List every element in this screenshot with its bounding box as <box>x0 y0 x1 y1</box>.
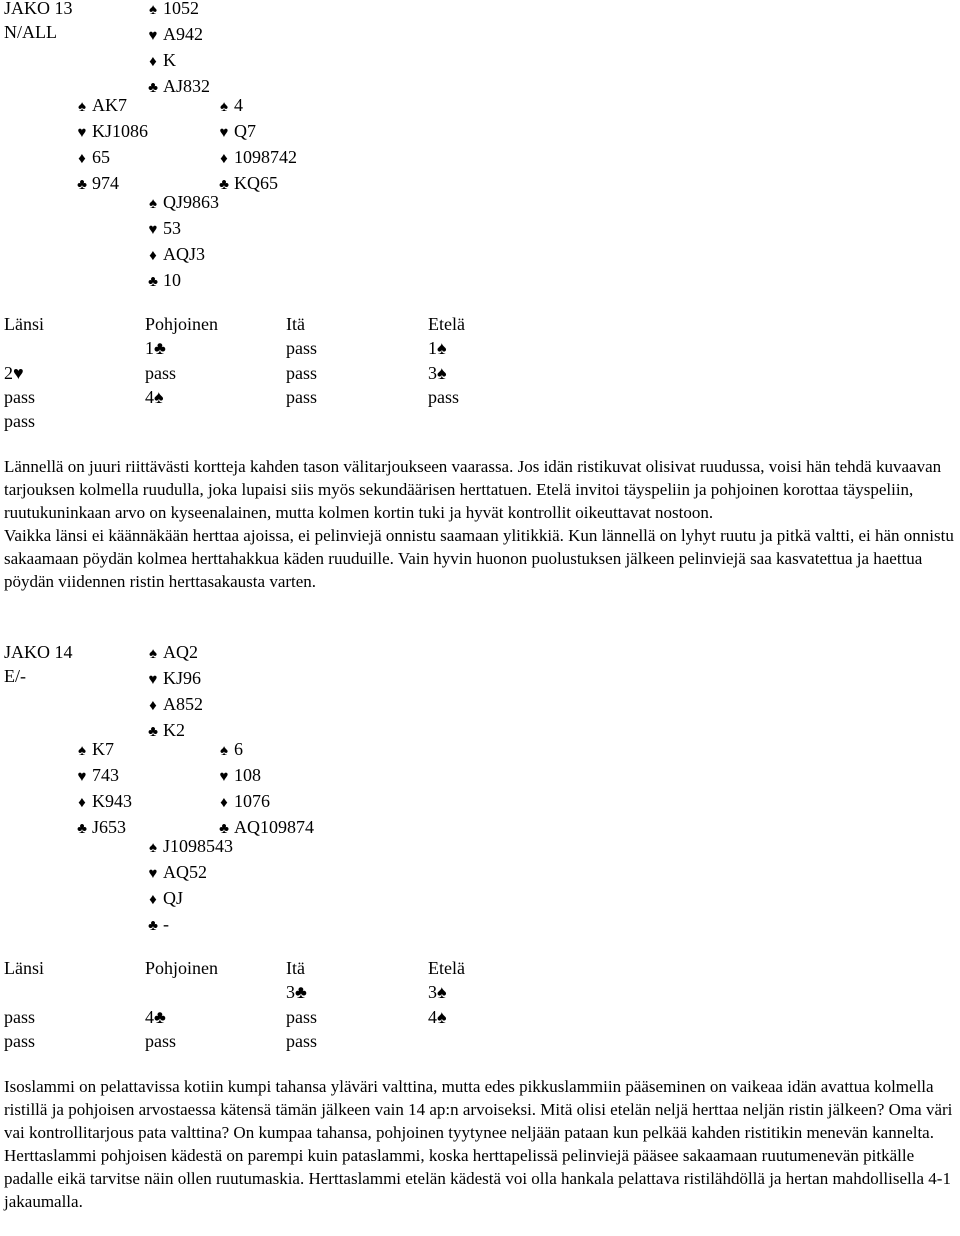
diamond-icon: ♦ <box>149 248 157 264</box>
bid: pass <box>286 338 317 358</box>
bidding-header-south: Etelä <box>428 314 465 334</box>
bid: 1♠ <box>428 338 447 358</box>
club-icon: ♣ <box>219 821 229 837</box>
bid: 4♠ <box>428 1007 447 1027</box>
clubs-holding: ♣ - <box>143 913 233 937</box>
bid: 4♠ <box>145 387 164 407</box>
spade-icon: ♠ <box>149 840 157 856</box>
spades-holding: ♠ 6 <box>214 738 314 762</box>
hearts-holding: ♥ KJ1086 <box>72 120 148 144</box>
commentary <box>4 1075 959 1213</box>
spades-holding: ♠ 4 <box>214 94 297 118</box>
clubs-holding: ♣ AQ109874 <box>214 816 314 840</box>
hearts-holding: ♥ 743 <box>72 764 132 788</box>
commentary-paragraph: Herttaslammi pohjoisen kädestä on parempi kuin pataslammi, koska herttapelissä pelinviejä pääsee sakaamaan ruutumenevän pitkälle padalle eikä tarvitse näin ollen ruutumaskia. Herttaslammi etelän kädestä voi olla hankala pelattava ristilähdöllä ja hertan mahdollisella 4-1 jakaumalla. <box>4 1146 951 1211</box>
clubs-holding: ♣ KQ65 <box>214 172 297 196</box>
club-icon: ♣ <box>148 918 158 934</box>
diamonds-holding: ♦ K943 <box>72 790 132 814</box>
bid: pass <box>286 1007 317 1027</box>
diamonds-holding: ♦ AQJ3 <box>143 243 219 267</box>
bidding-header-east: Itä <box>286 958 305 978</box>
hearts-holding: ♥ 108 <box>214 764 314 788</box>
club-icon: ♣ <box>148 274 158 290</box>
bid: pass <box>428 387 459 407</box>
diamonds-holding: ♦ A852 <box>143 693 203 717</box>
bid: pass <box>286 363 317 383</box>
diamonds-holding: ♦ QJ <box>143 887 233 911</box>
north-hand <box>143 641 203 743</box>
commentary-paragraph: Vaikka länsi ei käännäkään herttaa ajoissa, ei pelinviejä onnistu saamaan ylitikkiä. Kun lännellä on lyhyt ruutu ja pitkä valtti, ei hän onnistu sakaamaan pöydän kolmea herttahakkua käden ruuduille. Vain hyvin huonon puolustuksen jälkeen pelinviejä saa kasvatettua ja haettua pöydän viidennen ristin herttasakausta varten. <box>4 526 954 591</box>
spades-holding: ♠ AQ2 <box>143 641 203 665</box>
deal-info: N/ALL <box>4 22 57 42</box>
bid: pass <box>145 363 176 383</box>
diamond-icon: ♦ <box>220 151 228 167</box>
deal-title: JAKO 13 <box>4 0 73 18</box>
club-icon: ♣ <box>77 177 87 193</box>
club-icon: ♣ <box>77 821 87 837</box>
club-icon: ♣ <box>219 177 229 193</box>
spade-icon: ♠ <box>78 743 86 759</box>
bid: 1♣ <box>145 338 166 358</box>
diamonds-holding: ♦ 1076 <box>214 790 314 814</box>
clubs-holding: ♣ K2 <box>143 719 203 743</box>
bid: pass <box>4 411 35 431</box>
diamond-icon: ♦ <box>78 795 86 811</box>
heart-icon: ♥ <box>77 769 87 785</box>
diamond-icon: ♦ <box>220 795 228 811</box>
spades-holding: ♠ AK7 <box>72 94 148 118</box>
east-hand <box>214 738 314 840</box>
bid: 2♥ <box>4 363 24 383</box>
diamonds-holding: ♦ K <box>143 49 210 73</box>
bid: 3♠ <box>428 363 447 383</box>
bidding-header-north: Pohjoinen <box>145 314 219 334</box>
spades-holding: ♠ 1052 <box>143 0 210 21</box>
diamonds-holding: ♦ 65 <box>72 146 148 170</box>
deal-info: E/- <box>4 666 26 686</box>
west-hand <box>72 738 132 840</box>
spade-icon: ♠ <box>78 99 86 115</box>
clubs-holding: ♣ J653 <box>72 816 132 840</box>
south-hand <box>143 835 233 937</box>
clubs-holding: ♣ 10 <box>143 269 219 293</box>
south-hand <box>143 191 219 293</box>
diamond-icon: ♦ <box>149 892 157 908</box>
deal-title: JAKO 14 <box>4 642 73 662</box>
club-icon: ♣ <box>148 80 158 96</box>
bid: pass <box>4 1007 35 1027</box>
spades-holding: ♠ QJ9863 <box>143 191 219 215</box>
clubs-holding: ♣ 974 <box>72 172 148 196</box>
bid: pass <box>4 1031 35 1051</box>
spade-icon: ♠ <box>220 99 228 115</box>
commentary <box>4 455 959 593</box>
spades-holding: ♠ K7 <box>72 738 132 762</box>
bid: pass <box>286 1031 317 1051</box>
heart-icon: ♥ <box>219 125 229 141</box>
heart-icon: ♥ <box>148 222 158 238</box>
bidding-header-south: Etelä <box>428 958 465 978</box>
club-icon: ♣ <box>148 724 158 740</box>
east-hand <box>214 94 297 196</box>
bidding-header-east: Itä <box>286 314 305 334</box>
diamond-icon: ♦ <box>78 151 86 167</box>
spade-icon: ♠ <box>149 2 157 18</box>
bid: pass <box>145 1031 176 1051</box>
heart-icon: ♥ <box>148 672 158 688</box>
west-hand <box>72 94 148 196</box>
bid: 4♣ <box>145 1007 166 1027</box>
spade-icon: ♠ <box>149 196 157 212</box>
diamond-icon: ♦ <box>149 54 157 70</box>
hearts-holding: ♥ 53 <box>143 217 219 241</box>
bidding-header-west: Länsi <box>4 314 44 334</box>
bid: pass <box>4 387 35 407</box>
north-hand <box>143 0 210 99</box>
bid: pass <box>286 387 317 407</box>
hearts-holding: ♥ KJ96 <box>143 667 203 691</box>
heart-icon: ♥ <box>148 28 158 44</box>
commentary-paragraph: Lännellä on juuri riittävästi kortteja kahden tason välitarjoukseen vaarassa. Jos idän ristikuvat olisivat ruudussa, voisi hän tehdä kuvaavan tarjouksen kolmella ruudulla, joka lupaisi siis myös sekundäärisen herttatuen. Etelä invitoi täyspeliin ja pohjoinen korottaa täyspeliin, ruutukuninkaan arvo on kyseenalainen, mutta kolmen kortin tuki ja hyvät kontrollit oikeuttavat nostoon. <box>4 457 942 522</box>
bidding-header-west: Länsi <box>4 958 44 978</box>
spade-icon: ♠ <box>220 743 228 759</box>
heart-icon: ♥ <box>77 125 87 141</box>
hearts-holding: ♥ AQ52 <box>143 861 233 885</box>
hearts-holding: ♥ Q7 <box>214 120 297 144</box>
diamonds-holding: ♦ 1098742 <box>214 146 297 170</box>
heart-icon: ♥ <box>219 769 229 785</box>
diamond-icon: ♦ <box>149 698 157 714</box>
clubs-holding: ♣ AJ832 <box>143 75 210 99</box>
spade-icon: ♠ <box>149 646 157 662</box>
hearts-holding: ♥ A942 <box>143 23 210 47</box>
spades-holding: ♠ J1098543 <box>143 835 233 859</box>
bidding-header-north: Pohjoinen <box>145 958 219 978</box>
commentary-paragraph: Isoslammi on pelattavissa kotiin kumpi tahansa yläväri valttina, mutta edes pikkuslammiin pääseminen on vaikeaa idän avattua kolmella ristillä ja pohjoisen arvostaessa kätensä tämän jälkeen vain 14 ap:n arvoiseksi. Mitä olisi etelän neljä herttaa neljän ristin jälkeen? Oma väri vai kontrollitarjous pata valttina? On kumpaa tahansa, pohjoinen tyytynee neljään pataan kun pelkää kahden ristitikin menevän kannelta. <box>4 1077 953 1142</box>
heart-icon: ♥ <box>148 866 158 882</box>
bid: 3♠ <box>428 982 447 1002</box>
bid: 3♣ <box>286 982 307 1002</box>
